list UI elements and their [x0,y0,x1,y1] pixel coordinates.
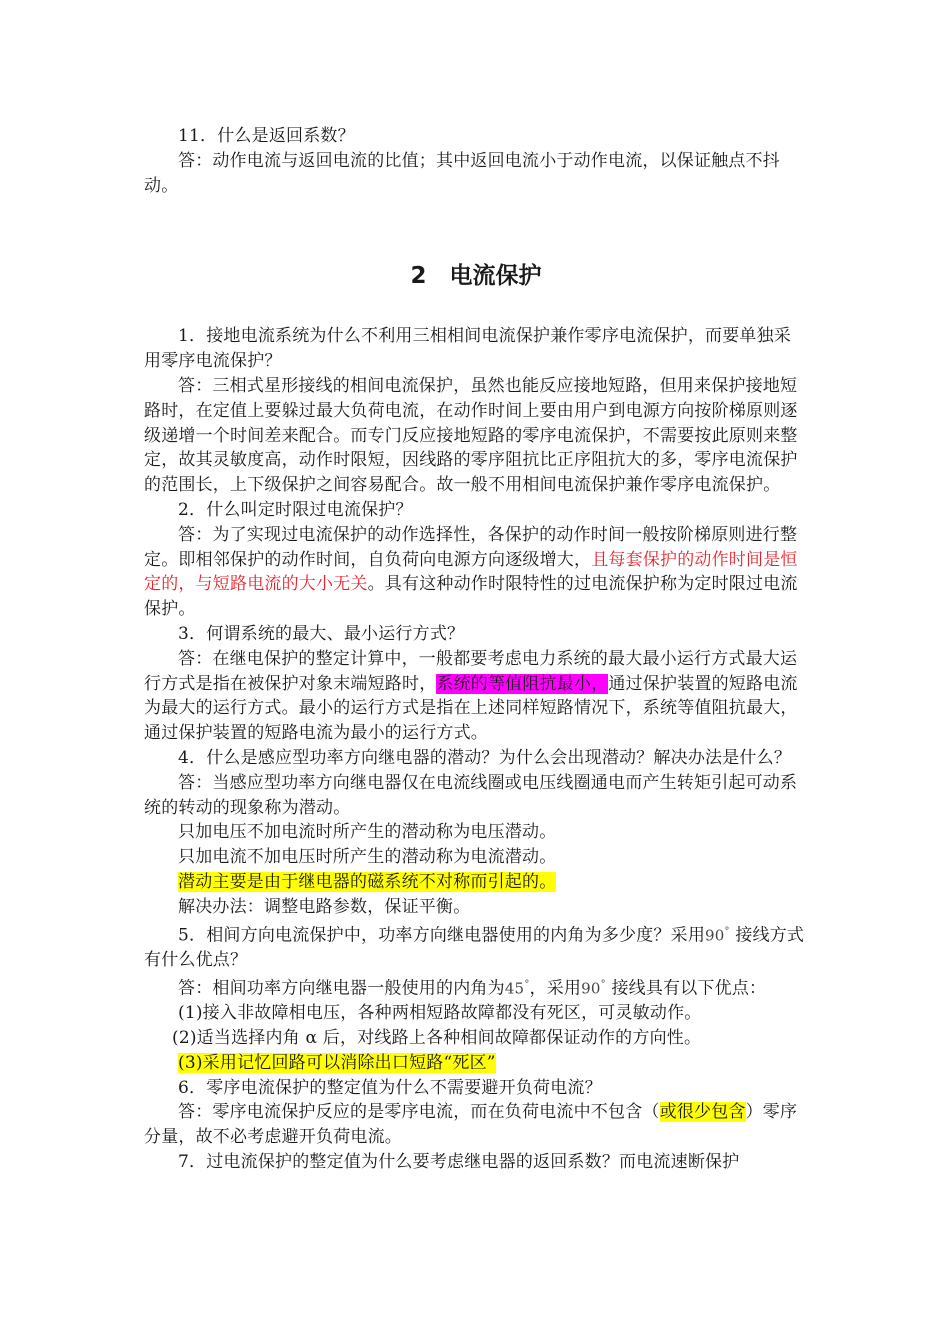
answer-5 [144,973,808,1001]
answer-5-item3-highlight: (3)采用记忆回路可以消除出口短路“死区” [178,1052,496,1073]
answer-2-part1: 答：为了实现过电流保护的动作选择性，各保护的动作时间一般按阶梯原则进行整定。即相邻保护的动作时间，自负荷向电源方向逐级增大， [144,524,798,570]
answer-5-part3: 接线具有以下优点： [611,978,767,999]
answer-6 [144,1100,808,1150]
answer-4-highlight: 潜动主要是由于继电器的磁系统不对称而引起的。 [178,871,557,892]
answer-11: 答：动作电流与返回电流的比值；其中返回电流小于动作电流，以保证触点不抖动。 [144,150,780,196]
question-1: 1．接地电流系统为什么不利用三相相间电流保护兼作零序电流保护，而要单独采用零序电流保护？ [144,326,792,372]
answer-5-part1: 答：相间功率方向继电器一般使用的内角为 [178,978,505,999]
answer-2-red-text: 且每套保护的动作时间是恒定的，与短路电流的大小无关 [144,549,798,595]
answer-2-part2: 。具有这种动作时限特性的过电流保护称为定时限过电流保护。 [144,574,798,620]
answer-6-part1: 答：零序电流保护反应的是零序电流，而在负荷电流中不包含（ [178,1102,660,1123]
answer-6-part2: ）零序分量，故不必考虑避开负荷电流。 [144,1102,798,1148]
question-3: 3．何谓系统的最大、最小运行方式？ [178,623,465,644]
answer-5-part2: ，采用 [529,978,582,999]
question-4: 4．什么是感应型功率方向继电器的潜动？为什么会出现潜动？解决办法是什么？ [178,747,792,768]
answer-4-line3 [144,870,808,895]
answer-4-line4: 解决办法：调整电路参数，保证平衡。 [178,896,471,917]
answer-1: 答：三相式星形接线的相间电流保护，虽然也能反应接地短路，但用来保护接地短路时，在定值上要躲过最大负荷电流，在动作时间上要由用户到电源方向按阶梯原则逐级递增一个时间差来配合。而专门反应接地短路的零序电流保护，不需要按此原则来整定，故其灵敏度高，动作时限短，因线路的零序阻抗比正序阻抗大的多，零序电流保护的范围长，上下级保护之间容易配合。故一般不用相间电流保护兼作零序电流保护。 [144,375,798,496]
answer-5-item2: (2)适当选择内角 α 后，对线路上各种相间故障都保证动作的方向性。 [172,1028,702,1049]
answer-3 [144,647,808,746]
answer-5-degree2: ° [600,978,606,990]
answer-2 [144,523,808,622]
section-heading: 2 电流保护 [410,263,542,290]
answer-6-highlight: 或很少包含 [659,1102,746,1123]
answer-5-angle2: 90 [581,979,601,998]
question-6: 6．零序电流保护的整定值为什么不需要避开负荷电流？ [178,1077,602,1098]
answer-3-part2: 通过保护装置的短路电流为最大的运行方式。最小的运行方式是指在上述同样短路情况下，系统等值阻抗最大，通过保护装置的短路电流为最小的运行方式。 [144,673,798,744]
question-5-angle: 90 [705,926,725,945]
answer-3-part1: 答：在继电保护的整定计算中，一般都要考虑电力系统的最大最小运行方式最大运行方式是指在被保护对象末端短路时， [144,648,798,694]
question-5-part1: 5．相间方向电流保护中，功率方向继电器使用的内角为多少度？采用 [178,925,706,946]
question-5-part2: 接线方式有什么优点？ [144,925,805,970]
answer-4: 答：当感应型功率方向继电器仅在电流线圈或电压线圈通电而产生转矩引起可动系统的转动的现象称为潜动。 [144,772,798,818]
question-5-degree: ° [724,925,730,937]
question-2: 2．什么叫定时限过电流保护？ [178,499,413,520]
answer-3-highlight: 系统的等值阻抗最小， [436,673,609,694]
answer-5-item3 [144,1051,808,1076]
question-5 [144,920,808,973]
answer-4-line2: 只加电流不加电压时所产生的潜动称为电流潜动。 [178,847,557,868]
document-body [144,124,808,1175]
question-11: 11．什么是返回系数？ [178,126,355,146]
answer-5-angle1: 45 [504,979,525,998]
answer-5-item1: (1)接入非故障相电压，各种两相短路故障都没有死区，可灵敏动作。 [178,1003,702,1024]
question-7: 7．过电流保护的整定值为什么要考虑继电器的返回系数？而电流速断保护 [178,1152,740,1172]
answer-5-degree1: ° [524,978,530,990]
answer-4-line1: 只加电压不加电流时所产生的潜动称为电压潜动。 [178,822,557,843]
